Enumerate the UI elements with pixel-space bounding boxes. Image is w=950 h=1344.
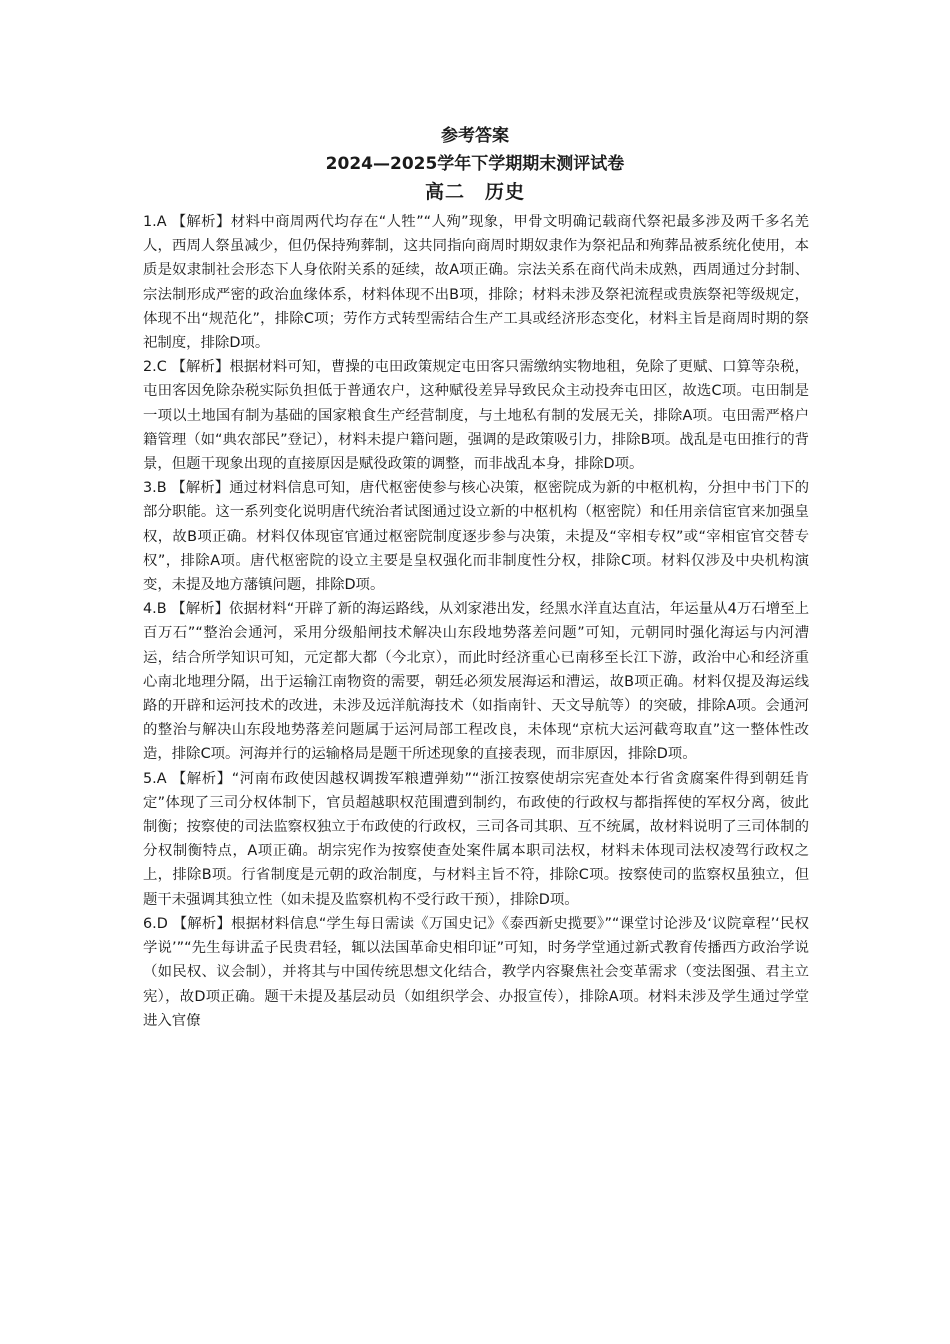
analysis-tag: 【解析】 — [171, 214, 231, 230]
document-header — [0, 121, 950, 205]
answer-number: 2.C — [143, 359, 167, 376]
analysis-text: 通过材料信息可知，唐代枢密使参与核心决策，枢密院成为新的中枢机构，分担中书门下的部分职能。这一系列变化说明唐代统治者试图通过设立新的中枢机构（枢密院）和任用亲信宦官来加强皇权，故B项正确。材料仅体现宦官通过枢密院制度逐步参与决策，未提及“宰相专权”或“宰相宦官交替专权”，排除A项。唐代枢密院的设立主要是皇权强化而非制度性分权，排除C项。材料仅涉及中央机构演变，未提及地方藩镇问题，排除D项。 — [143, 480, 809, 594]
analysis-tag: 【解析】 — [171, 770, 232, 787]
subject-title: 高二 历史 — [424, 181, 525, 203]
answer-number: 5.A — [143, 770, 167, 787]
answer-list — [143, 210, 809, 1033]
answer-number: 1.A — [143, 214, 167, 230]
analysis-text: 根据材料可知，曹操的屯田政策规定屯田客只需缴纳实物地租，免除了更赋、口算等杂税，屯田客因免除杂税实际负担低于普通农户，这种赋役差异导致民众主动投奔屯田区，故选C项。屯田制是一项以土地国有制为基础的国家粮食生产经营制度，与土地私有制的发展无关，排除A项。屯田需严格户籍管理（如“典农部民”登记），材料未提户籍问题，强调的是政策吸引力，排除B项。战乱是屯田推行的背景，但题干现象出现的直接原因是赋役政策的调整，而非战乱本身，排除D项。 — [143, 359, 809, 473]
analysis-tag: 【解析】 — [171, 480, 230, 497]
analysis-text: “河南布政使因越权调拨军粮遭弹劾”“浙江按察使胡宗宪查处本行省贪腐案件得到朝廷肯定”体现了三司分权体制下，官员超越职权范围遭到制约，布政使的行政权与都指挥使的军权分离，彼此制衡；按察使的司法监察权独立于布政使的行政权，三司各司其职、互不统属，故材料说明了三司体制的分权制衡特点，A项正确。胡宗宪作为按察使查处案件属本职司法权，材料未体现司法权凌驾行政权之上，排除B项。行省制度是元朝的政治制度，与材料主旨不符，排除C项。按察使司的监察权虽独立，但题干未强调其独立性（如未提及监察机构不受行政干预），排除D项。 — [143, 770, 809, 908]
answer-entry-3 — [143, 476, 809, 597]
document-title: 参考答案 — [441, 126, 509, 146]
answer-entry-6 — [143, 912, 809, 1033]
answer-entry-1 — [143, 210, 809, 355]
answer-number: 4.B — [143, 601, 167, 618]
analysis-tag: 【解析】 — [171, 359, 230, 376]
analysis-text: 根据材料信息“学生每日需读《万国史记》《泰西新史揽要》”“课堂讨论涉及‘议院章程’‘民权学说’”“先生每讲孟子民贵君轻，辄以法国革命史相印证”可知，时务学堂通过新式教育传播西方政治学说（如民权、议会制），并将其与中国传统思想文化结合，教学内容聚焦社会变革需求（变法图强、君主立宪），故D项正确。题干未提及基层动员（如组织学会、办报宣传），排除A项。材料未涉及学生通过学堂进入官僚 — [143, 915, 809, 1029]
answer-number: 6.D — [143, 915, 168, 932]
answer-entry-4 — [143, 597, 809, 766]
exam-title: 2024—2025学年下学期期末测评试卷 — [325, 154, 625, 174]
answer-entry-5 — [143, 767, 809, 912]
analysis-text: 材料中商周两代均存在“人牲”“人殉”现象，甲骨文明确记载商代祭祀最多涉及两千多名羌人，西周人祭虽减少，但仍保持殉葬制，这共同指向商周时期奴隶作为祭祀品和殉葬品被系统化使用，本质是奴隶制社会形态下人身依附关系的延续，故A项正确。宗法关系在商代尚未成熟，西周通过分封制、宗法制形成严密的政治血缘体系，材料体现不出B项，排除；材料未涉及祭祀流程或贵族祭祀等级规定，体现不出“规范化”，排除C项；劳作方式转型需结合生产工具或经济形态变化，材料主旨是商周时期的祭祀制度，排除D项。 — [143, 214, 809, 352]
answer-entry-2 — [143, 355, 809, 476]
answer-number: 3.B — [143, 480, 167, 497]
analysis-text: 依据材料“开辟了新的海运路线，从刘家港出发，经黑水洋直达直沽，年运量从4万石增至上百万石”“整治会通河，采用分级船闸技术解决山东段地势落差问题”可知，元朝同时强化海运与内河漕运，结合所学知识可知，元定都大都（今北京），而此时经济重心已南移至长江下游，政治中心和经济重心南北地理分隔，出于运输江南物资的需要，朝廷必须发展海运和漕运，故B项正确。材料仅提及海运线路的开辟和运河技术的改进，未涉及远洋航海技术（如指南针、天文导航等）的突破，排除A项。会通河的整治与解决山东段地势落差问题属于运河局部工程改良，未体现“京杭大运河截弯取直”这一整体性改造，排除C项。河海并行的运输格局是题干所述现象的直接表现，而非原因，排除D项。 — [143, 601, 809, 763]
analysis-tag: 【解析】 — [171, 601, 230, 618]
analysis-tag: 【解析】 — [172, 915, 232, 932]
